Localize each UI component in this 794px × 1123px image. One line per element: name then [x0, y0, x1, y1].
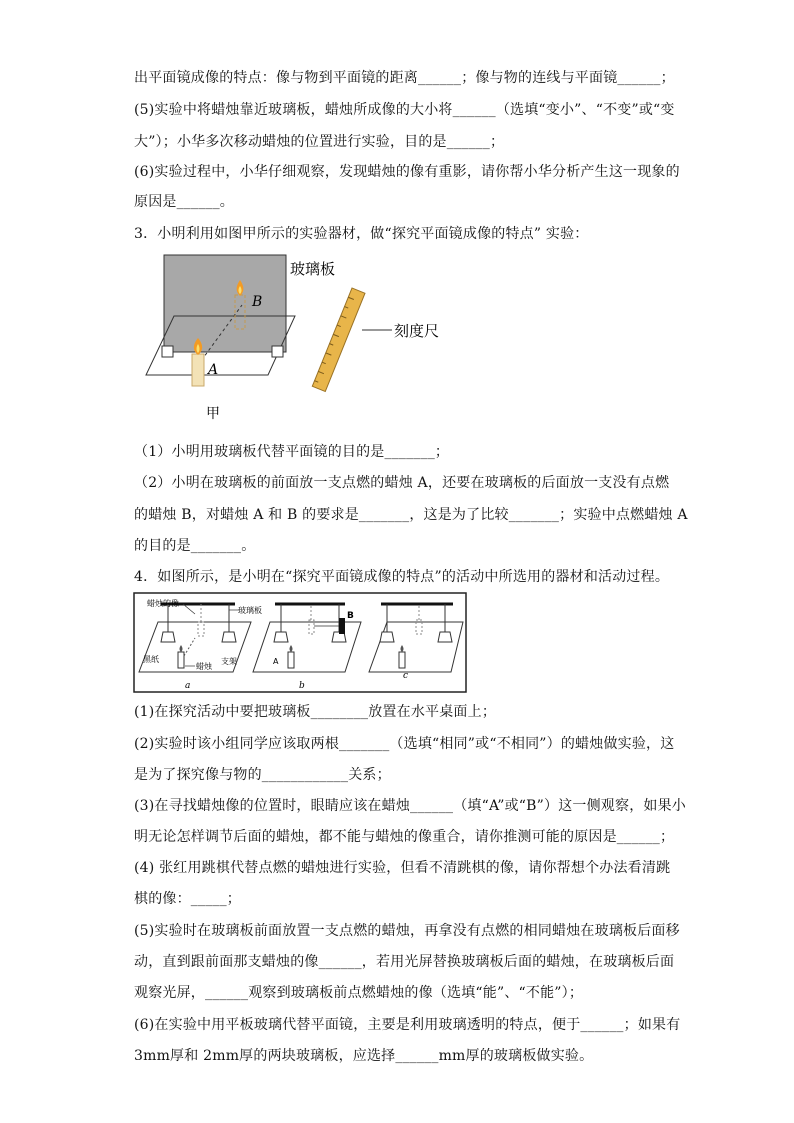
- text-line: 出平面镜成像的特点：像与物到平面镜的距离______；像与物的连线与平面镜______；: [134, 70, 675, 86]
- text-line: 动，直到跟前面那支蜡烛的像______，若用光屏替换玻璃板后面的蜡烛，在玻璃板后面: [134, 954, 675, 970]
- glass-plate-label: 玻璃板: [290, 260, 336, 278]
- question-3-heading: 3．小明利用如图甲所示的实验器材，做“探究平面镜成像的特点” 实验：: [134, 226, 589, 242]
- candle-b-dark: [339, 618, 345, 634]
- text-line: 棋的像：_____；: [134, 891, 241, 907]
- caption-b: b: [299, 681, 305, 691]
- label-a-small: A: [273, 657, 279, 666]
- text-line: 的蜡烛 B，对蜡烛 A 和 B 的要求是_______，这是为了比较_______；实验中点燃蜡烛 A: [134, 507, 688, 523]
- text-line: 是为了探究像与物的____________关系；: [134, 767, 391, 783]
- text-line: (6)在实验中用平板玻璃代替平面镜，主要是利用玻璃透明的特点，便于______；如果有: [134, 1017, 681, 1033]
- figure-jia: [140, 250, 460, 425]
- label-b-small: B: [347, 611, 354, 621]
- text-line: (1)在探究活动中要把玻璃板________放置在水平桌面上；: [134, 704, 497, 720]
- text-line: (4) 张红用跳棋代替点燃的蜡烛进行实验，但看不清跳棋的像，请你帮想个办法看清跳: [134, 860, 671, 876]
- ruler: [312, 288, 365, 392]
- text-line: 的目的是_______。: [134, 538, 256, 554]
- caption-c: c: [403, 671, 409, 681]
- caption-a: a: [185, 681, 191, 691]
- text-line: 大”）；小华多次移动蜡烛的位置进行实验，目的是______；: [134, 134, 505, 150]
- glass-plate: [164, 255, 286, 352]
- text-line: (5)实验中将蜡烛靠近玻璃板，蜡烛所成像的大小将______（选填“变小”、“不变”或“变: [134, 102, 675, 118]
- question-4-heading: 4．如图所示，是小明在“探究平面镜成像的特点”的活动中所选用的器材和活动过程。: [134, 569, 670, 585]
- label-a: A: [208, 362, 219, 378]
- candle-label: 蜡烛: [196, 662, 212, 671]
- figure-abc: [133, 592, 468, 694]
- text-line: (3)在寻找蜡烛像的位置时，眼睛应该在蜡烛______（填“A”或“B”）这一侧观察，如果小: [134, 798, 686, 814]
- text-line: (5)实验时在玻璃板前面放置一支点燃的蜡烛，再拿没有点燃的相同蜡烛在玻璃板后面移: [134, 923, 680, 939]
- text-line: 观察光屏，______观察到玻璃板前点燃蜡烛的像（选填“能”、“不能”）；: [134, 985, 584, 1001]
- text-line: 明无论怎样调节后面的蜡烛，都不能与蜡烛的像重合，请你推测可能的原因是______；: [134, 829, 675, 845]
- text-line: 原因是______。: [134, 194, 234, 210]
- text-line: （1）小明用玻璃板代替平面镜的目的是_______；: [134, 444, 450, 460]
- glass-label: 玻璃板: [238, 606, 262, 615]
- text-line: （2）小明在玻璃板的前面放一支点燃的蜡烛 A，还要在玻璃板的后面放一支没有点燃: [134, 475, 670, 491]
- text-line: (6)实验过程中，小华仔细观察，发现蜡烛的像有重影，请你帮小华分析产生这一现象的: [134, 164, 680, 180]
- support-left: [162, 346, 173, 357]
- figure-frame: [134, 593, 466, 692]
- ruler-label: 刻度尺: [394, 322, 440, 340]
- stand-label: 支架: [221, 657, 237, 666]
- support-right: [272, 346, 283, 357]
- paper-label: 黑纸: [143, 655, 159, 664]
- text-line: 3mm厚和 2mm厚的两块玻璃板，应选择______mm厚的玻璃板做实验。: [134, 1048, 594, 1064]
- candle-a: [192, 354, 204, 386]
- image-label: 蜡烛的像: [147, 599, 179, 608]
- text-line: (2)实验时该小组同学应该取两根_______（选填“相同”或“不相同”）的蜡烛做实验，这: [134, 736, 675, 752]
- label-b: B: [252, 294, 263, 310]
- figure-caption-jia: 甲: [206, 406, 220, 422]
